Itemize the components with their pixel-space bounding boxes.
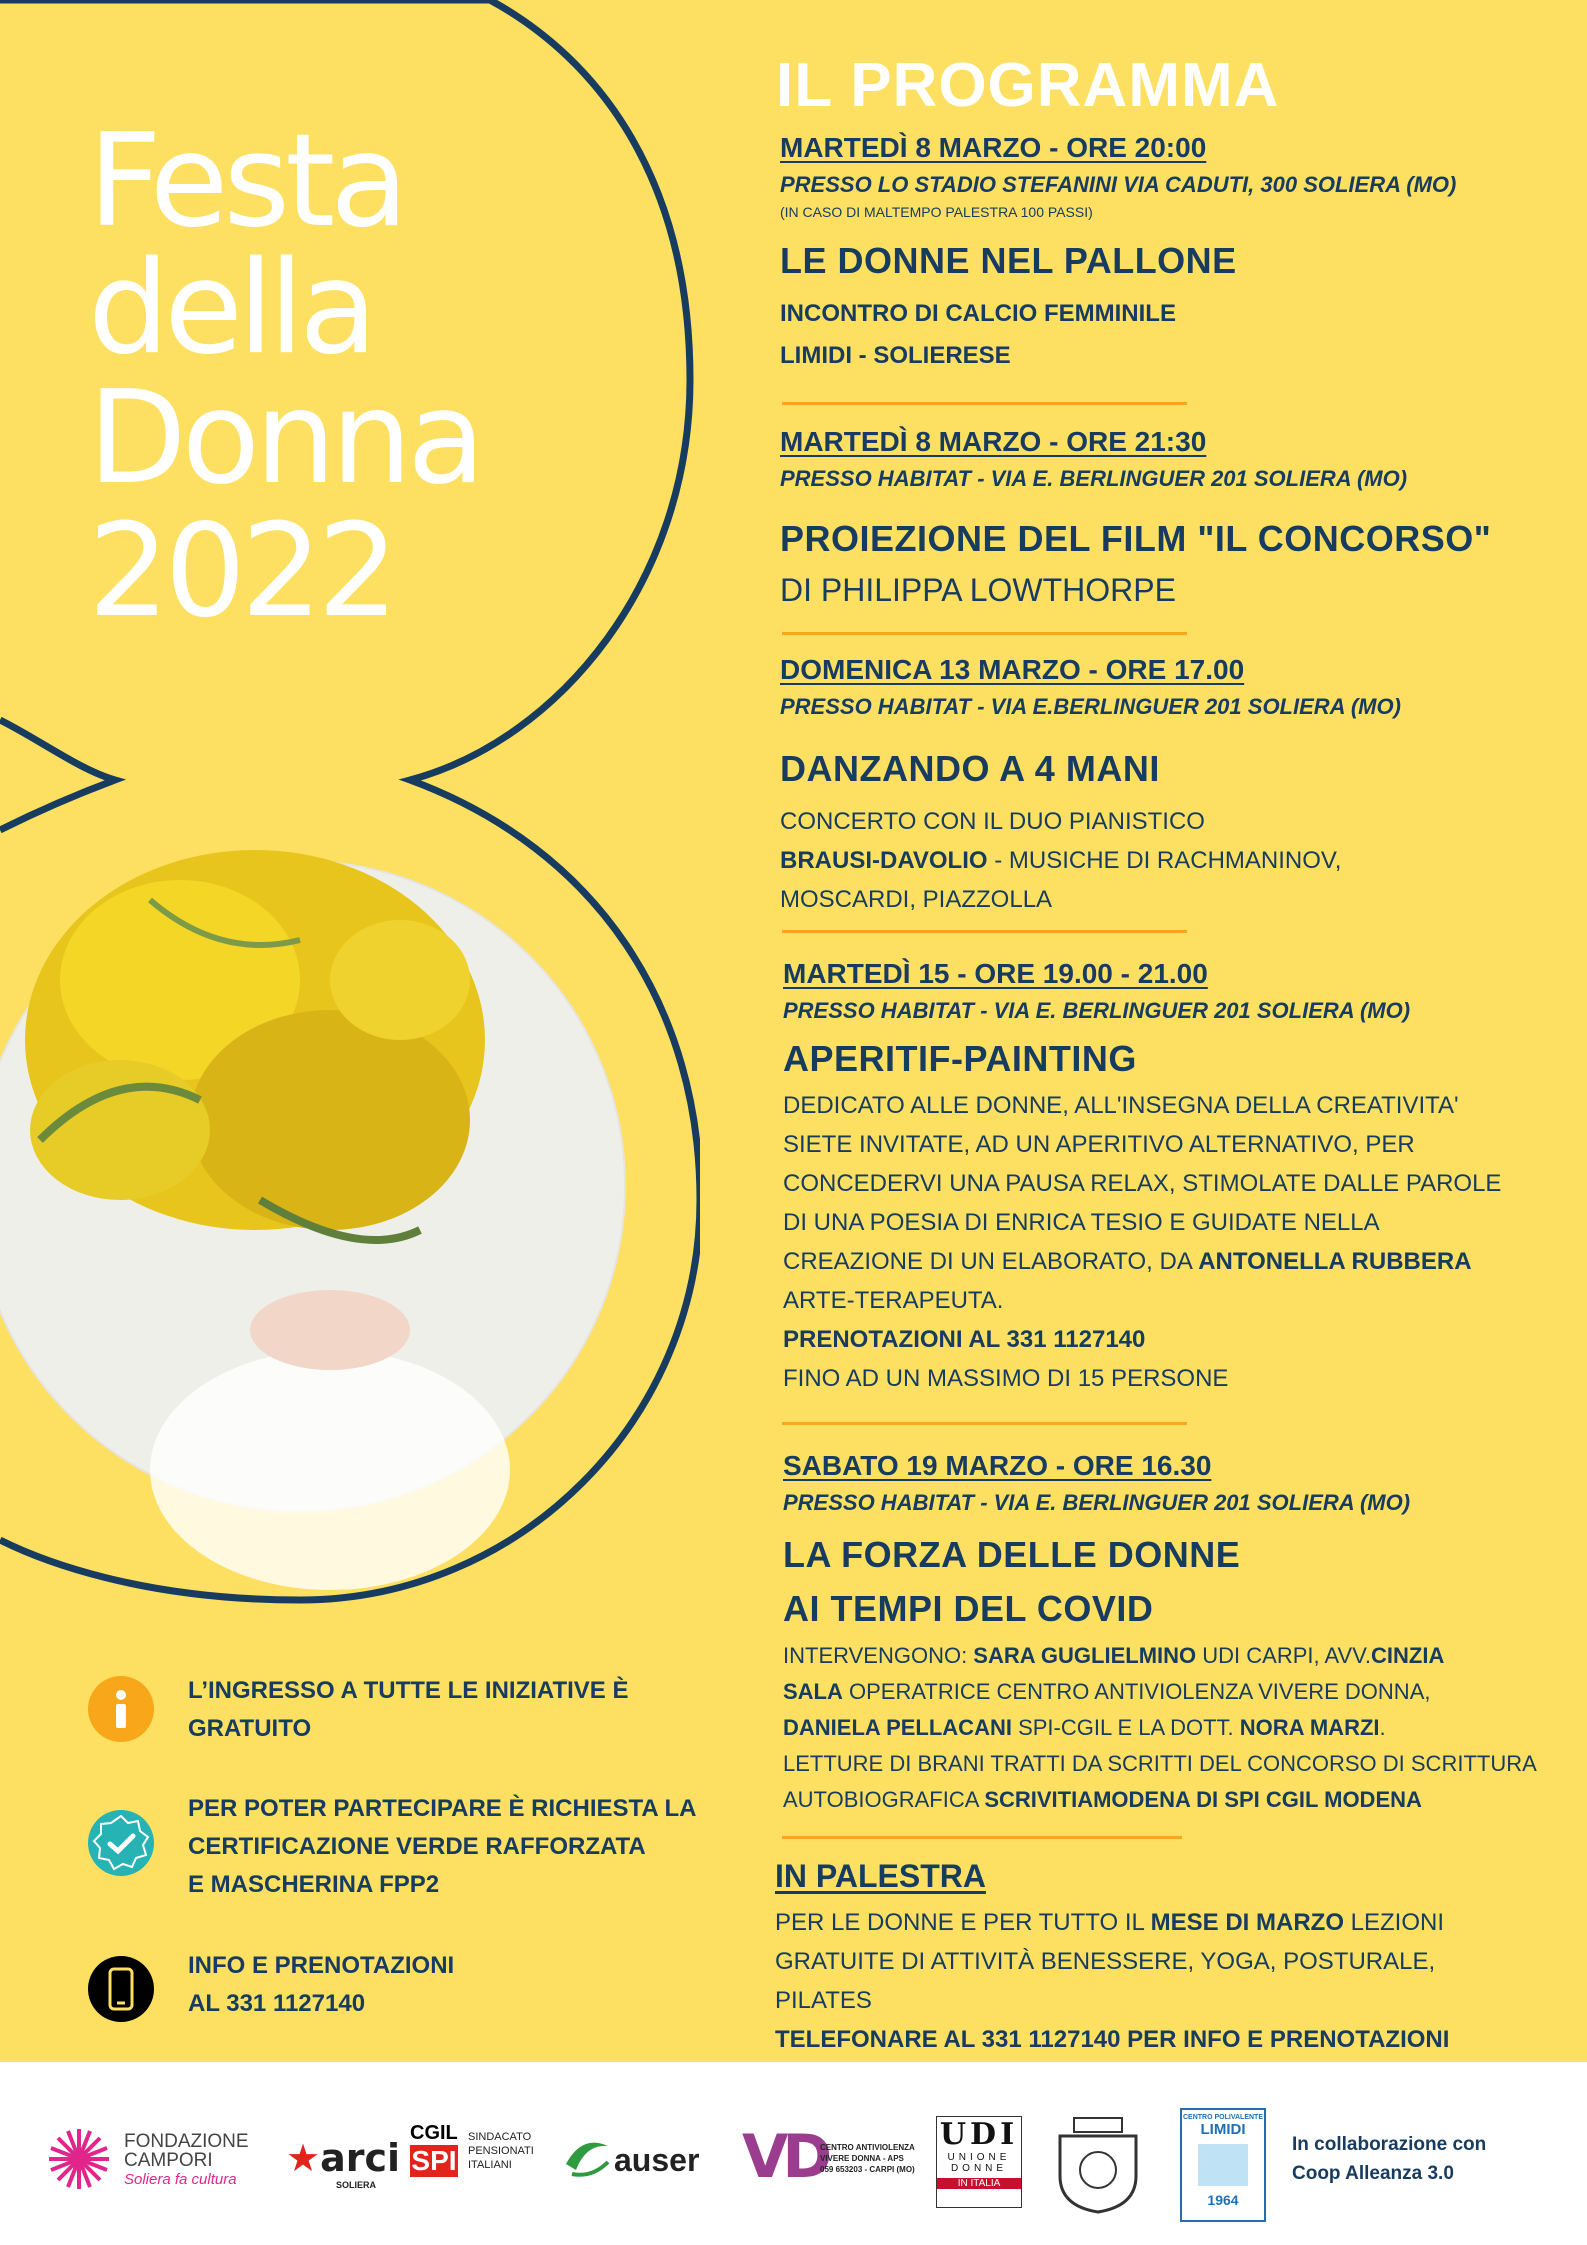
event-line: INTERVENGONO: SARA GUGLIELMINO UDI CARPI, AVV.CINZIA bbox=[783, 1643, 1445, 1668]
event-line: DEDICATO ALLE DONNE, ALL'INSEGNA DELLA CREATIVITA' bbox=[783, 1092, 1459, 1119]
program-title: IL PROGRAMMA bbox=[776, 51, 1280, 120]
event-line: LETTURE DI BRANI TRATTI DA SCRITTI DEL CONCORSO DI SCRITTURA bbox=[783, 1751, 1537, 1776]
event-line: CONCEDERVI UNA PAUSA RELAX, STIMOLATE DALLE PAROLE bbox=[783, 1170, 1502, 1197]
event-title: PROIEZIONE DEL FILM "IL CONCORSO" bbox=[780, 518, 1492, 559]
event-place: PRESSO HABITAT - VIA E. BERLINGUER 201 SOLIERA (MO) bbox=[783, 1490, 1411, 1515]
title-donna: Donna bbox=[88, 364, 481, 513]
starburst-icon bbox=[44, 2124, 114, 2194]
event-title: APERITIF-PAINTING bbox=[783, 1038, 1137, 1079]
event-title: AI TEMPI DEL COVID bbox=[783, 1588, 1154, 1629]
info-free-entry: L’INGRESSO A TUTTE LE INIZIATIVE È GRATUITO bbox=[188, 1677, 629, 1742]
event-2 bbox=[780, 426, 1540, 609]
event-line: LIMIDI - SOLIERESE bbox=[780, 342, 1011, 369]
event-date: SABATO 19 MARZO - ORE 16.30 bbox=[783, 1450, 1212, 1481]
event-date: MARTEDÌ 15 - ORE 19.00 - 21.00 bbox=[783, 958, 1208, 989]
event-line: ARTE-TERAPEUTA. bbox=[783, 1287, 1004, 1314]
event-title: LA FORZA DELLE DONNE bbox=[783, 1534, 1241, 1575]
event-date: MARTEDÌ 8 MARZO - ORE 21:30 bbox=[780, 426, 1207, 457]
footer-logos bbox=[0, 2062, 1587, 2245]
event-line: INCONTRO DI CALCIO FEMMINILE bbox=[780, 300, 1176, 327]
check-badge-icon bbox=[88, 1810, 154, 1876]
event-place: PRESSO HABITAT - VIA E. BERLINGUER 201 SOLIERA (MO) bbox=[780, 466, 1408, 491]
event-note: (IN CASO DI MALTEMPO PALESTRA 100 PASSI) bbox=[780, 204, 1093, 220]
event-line: BRAUSI-DAVOLIO - MUSICHE DI RACHMANINOV, bbox=[780, 847, 1342, 874]
palestra-line: PER LE DONNE E PER TUTTO IL MESE DI MARZO LEZIONI bbox=[775, 1909, 1445, 1936]
event-line: SIETE INVITATE, AD UN APERITIVO ALTERNATIVO, PER bbox=[783, 1131, 1415, 1158]
event-line: AUTOBIOGRAFICA SCRIVITIAMODENA DI SPI CGIL MODENA bbox=[783, 1787, 1422, 1812]
separator bbox=[782, 1422, 1187, 1425]
event-4 bbox=[783, 958, 1543, 1398]
vivere-donna-logo: VD CENTRO ANTIVIOLENZA VIVERE DONNA - APS 059 653203 - CARPI (MO) bbox=[742, 2122, 915, 2192]
event-line: CONCERTO CON IL DUO PIANISTICO bbox=[780, 808, 1205, 835]
udi-logo: UDI UNIONE DONNE IN ITALIA bbox=[936, 2116, 1022, 2208]
event-place: PRESSO HABITAT - VIA E.BERLINGUER 201 SOLIERA (MO) bbox=[780, 694, 1401, 719]
palestra-line: GRATUITE DI ATTIVITÀ BENESSERE, YOGA, POSTURALE, PILATES bbox=[775, 1948, 1436, 2014]
event-date: DOMENICA 13 MARZO - ORE 17.00 bbox=[780, 654, 1245, 685]
event-5 bbox=[783, 1450, 1543, 1818]
event-place: PRESSO LO STADIO STEFANINI VIA CADUTI, 300 SOLIERA (MO) bbox=[780, 172, 1457, 197]
event-line: CREAZIONE DI UN ELABORATO, DA ANTONELLA RUBBERA bbox=[783, 1248, 1472, 1275]
cgil-spi-logo: CGIL SPI SINDACATO PENSIONATI ITALIANI bbox=[410, 2122, 534, 2176]
title-della: della bbox=[88, 234, 373, 383]
info-green-pass: PER POTER PARTECIPARE È RICHIESTA LA CERTIFICAZIONE VERDE RAFFORZATA E MASCHERINA FPP2 bbox=[188, 1795, 697, 1898]
event-line: MOSCARDI, PIAZZOLLA bbox=[780, 886, 1053, 913]
event-title: DANZANDO A 4 MANI bbox=[780, 748, 1160, 789]
separator bbox=[782, 402, 1187, 405]
auser-logo: auser bbox=[562, 2134, 612, 2185]
title-festa: Festa bbox=[88, 107, 404, 256]
event-line: SALA OPERATRICE CENTRO ANTIVIOLENZA VIVERE DONNA, bbox=[783, 1679, 1431, 1704]
mimosa-photo bbox=[0, 850, 625, 1590]
event-date: MARTEDÌ 8 MARZO - ORE 20:00 bbox=[780, 132, 1207, 163]
event-3 bbox=[780, 654, 1540, 919]
info-icon bbox=[88, 1676, 154, 1742]
separator bbox=[782, 930, 1187, 933]
limidi-logo: CENTRO POLIVALENTE LIMIDI 1964 bbox=[1180, 2108, 1266, 2222]
title-year: 2022 bbox=[88, 497, 394, 646]
event-1 bbox=[780, 132, 1540, 370]
palestra-title: IN PALESTRA bbox=[775, 1858, 986, 1894]
info-contacts: INFO E PRENOTAZIONI AL 331 1127140 bbox=[188, 1952, 455, 2017]
event-line: DI UNA POESIA DI ENRICA TESIO E GUIDATE NELLA bbox=[783, 1209, 1380, 1236]
swoosh-icon bbox=[562, 2134, 612, 2180]
collaboration-text: In collaborazione con Coop Alleanza 3.0 bbox=[1292, 2134, 1487, 2184]
event-line: FINO AD UN MASSIMO DI 15 PERSONE bbox=[783, 1365, 1229, 1392]
event-place: PRESSO HABITAT - VIA E. BERLINGUER 201 SOLIERA (MO) bbox=[783, 998, 1411, 1023]
fondazione-campori-logo: FONDAZIONE CAMPORI Soliera fa cultura bbox=[44, 2124, 114, 2199]
soliera-crest-logo bbox=[1052, 2114, 1144, 2219]
separator bbox=[782, 1836, 1182, 1839]
palestra-line: TELEFONARE AL 331 1127140 PER INFO E PRENOTAZIONI bbox=[775, 2026, 1450, 2053]
event-line: PRENOTAZIONI AL 331 1127140 bbox=[783, 1326, 1146, 1353]
event-line: DANIELA PELLACANI SPI-CGIL E LA DOTT. NORA MARZI. bbox=[783, 1715, 1386, 1740]
separator bbox=[782, 632, 1187, 635]
palestra-section bbox=[775, 1858, 1535, 2059]
arci-logo: ★arci SOLIERA bbox=[286, 2136, 401, 2190]
phone-icon bbox=[88, 1956, 154, 2022]
event-line: DI PHILIPPA LOWTHORPE bbox=[780, 572, 1176, 608]
event-title: LE DONNE NEL PALLONE bbox=[780, 240, 1237, 281]
